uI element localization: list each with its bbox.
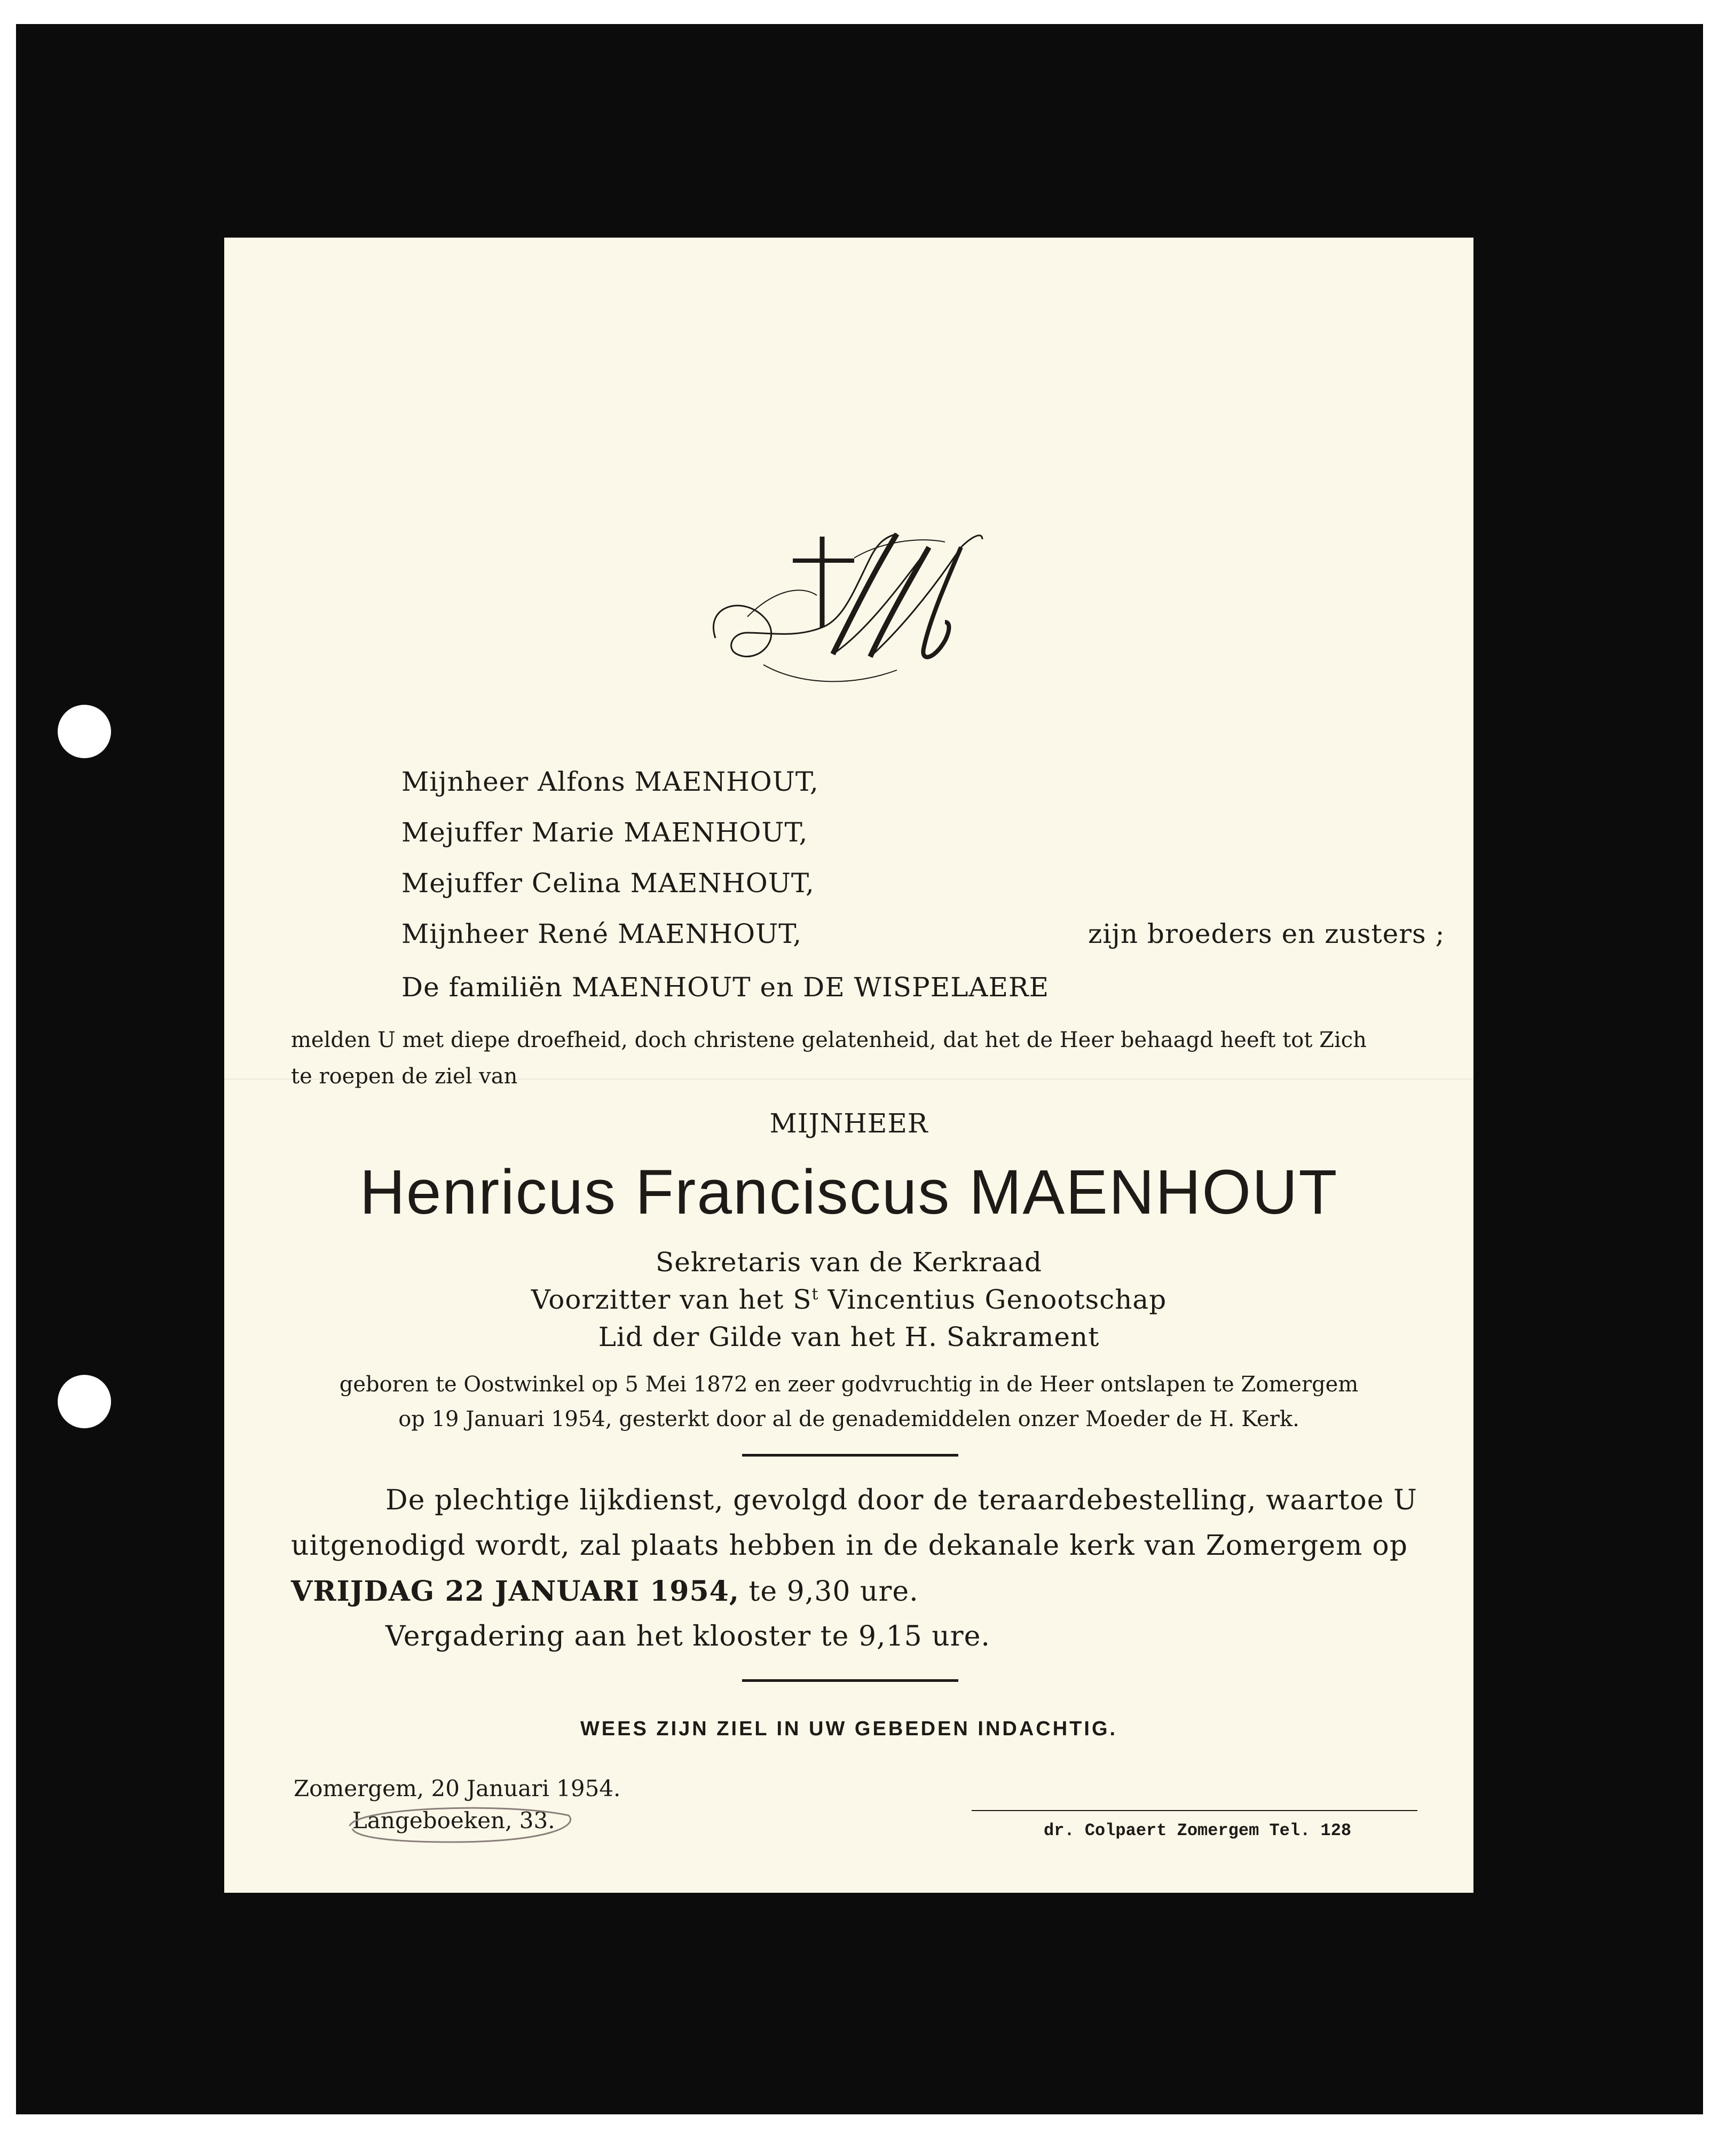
- mourner-1: Mijnheer Alfons MAENHOUT,: [401, 766, 819, 797]
- service-line-2: uitgenodigd wordt, zal plaats hebben in de dekanale kerk van Zomergem op: [291, 1530, 1408, 1562]
- place-date: Zomergem, 20 Januari 1954.: [294, 1775, 621, 1801]
- title-secretary: Sekretaris van de Kerkraad: [656, 1247, 1042, 1278]
- printer-rule: [972, 1810, 1417, 1811]
- cross-monogram-icon: [694, 526, 1004, 702]
- announcement-line-2: te roepen de ziel van: [291, 1064, 518, 1089]
- divider-2: [742, 1679, 958, 1682]
- title-member: Lid der Gilde van het H. Sakrament: [598, 1321, 1100, 1352]
- mourner-3: Mejuffer Celina MAENHOUT,: [401, 868, 815, 899]
- gathering-text: Vergadering aan het klooster te 9,15 ure.: [385, 1620, 990, 1653]
- punch-hole-bottom: [58, 1375, 111, 1428]
- funeral-notice-card: [224, 238, 1473, 1893]
- life-line-1: geboren te Oostwinkel op 5 Mei 1872 en zeer godvruchtig in de Heer ontslapen te Zomergem: [339, 1372, 1359, 1397]
- divider-1: [742, 1454, 958, 1457]
- service-line-1: De plechtige lijkdienst, gevolgd door de teraardebestelling, waartoe U: [385, 1484, 1417, 1516]
- honorific: MIJNHEER: [769, 1108, 928, 1139]
- life-line-2: op 19 Januari 1954, gesterkt door al de genademiddelen onzer Moeder de H. Kerk.: [398, 1407, 1299, 1431]
- service-line-3: VRIJDAG 22 JANUARI 1954, te 9,30 ure.: [291, 1575, 919, 1608]
- punch-hole-top: [58, 705, 111, 758]
- announcement-line-1: melden U met diepe droefheid, doch christene gelatenheid, dat het de Heer behaagd heeft tot Zich: [291, 1028, 1367, 1052]
- printer-credit: dr. Colpaert Zomergem Tel. 128: [1044, 1821, 1352, 1840]
- relation-text: zijn broeders en zusters ;: [1088, 918, 1445, 949]
- deceased-name: Henricus Franciscus MAENHOUT: [359, 1157, 1338, 1227]
- address: Langeboeken, 33.: [352, 1807, 555, 1834]
- mourner-2: Mejuffer Marie MAENHOUT,: [401, 817, 808, 848]
- families-text: De familiën MAENHOUT en DE WISPELAERE: [401, 972, 1050, 1003]
- mourner-4: Mijnheer René MAENHOUT,: [401, 918, 802, 949]
- service-date: VRIJDAG 22 JANUARI 1954,: [291, 1575, 739, 1608]
- title-chairman: Voorzitter van het $S^t$ Vincentius Genootschap: [531, 1284, 1167, 1315]
- prayer-text: WEES ZIJN ZIEL IN UW GEBEDEN INDACHTIG.: [580, 1718, 1118, 1740]
- pencil-circle-mark-icon: [344, 1799, 574, 1847]
